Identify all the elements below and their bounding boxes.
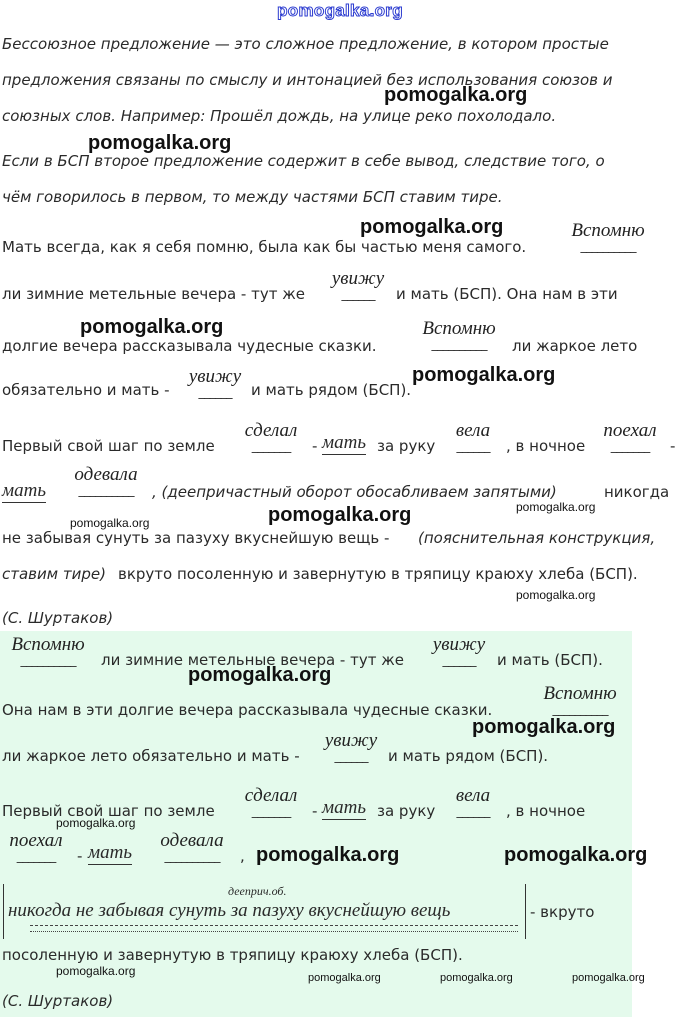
watermark: pomogalka.org [56, 816, 136, 830]
watermark: pomogalka.org [256, 844, 400, 866]
rule-line: союзных слов. Например: Прошёл дождь, на улице реко похолодало. [2, 107, 557, 125]
exercise-line: ли зимние метельные вечера - тут же [2, 285, 305, 303]
handwritten-subject: мать [88, 842, 132, 863]
handwritten-word: Вспомню __________ [571, 220, 645, 254]
rule-line: Если в БСП второе предложение содержит в себе вывод, следствие того, о [2, 152, 605, 170]
watermark: pomogalka.org [516, 588, 596, 602]
watermark: pomogalka.org [188, 664, 332, 686]
dash: - [77, 847, 83, 865]
watermark: pomogalka.org [572, 972, 645, 984]
handwritten-word: вела ______ [455, 785, 491, 819]
exercise-line: и мать рядом (БСП). [251, 381, 412, 399]
exercise-line: никогда [604, 483, 670, 501]
handwritten-word: поехал _______ [9, 830, 63, 864]
exercise-note: (пояснительная конструкция, [418, 529, 656, 547]
watermark: pomogalka.org [440, 972, 513, 984]
handwritten-word: увижу ______ [331, 268, 385, 302]
answer-line: ли зимние метельные вечера - тут же [101, 651, 404, 669]
handwritten-word: сделал _______ [244, 420, 298, 454]
exercise-line: и мать (БСП). Она нам в эти [396, 285, 618, 303]
handwritten-subject: мать [322, 432, 366, 453]
watermark: pomogalka.org [308, 972, 381, 984]
watermark: pomogalka.org [360, 216, 504, 238]
handwritten-word: Вспомню __________ [422, 318, 496, 352]
watermark: pomogalka.org [268, 504, 412, 526]
exercise-line: ли жаркое лето [512, 337, 638, 355]
author: (С. Шуртаков) [2, 609, 114, 627]
participle-phrase-box [3, 884, 526, 939]
watermark: pomogalka.org [70, 516, 150, 530]
handwritten-word: вела ______ [455, 420, 491, 454]
exercise-line: Мать всегда, как я себя помню, была как бы частью меня самого. [2, 238, 527, 256]
watermark: pomogalka.org [384, 84, 528, 106]
exercise-line: долгие вечера рассказывала чудесные сказки. [2, 337, 377, 355]
handwritten-word: Вспомню __________ [11, 634, 85, 668]
answer-line: , в ночное [506, 802, 586, 820]
exercise-line: за руку [377, 437, 436, 455]
participle-label: дееприч.об. [228, 884, 287, 898]
site-logo[interactable]: pomogalka.org [277, 1, 403, 20]
handwritten-subject: мать [322, 797, 366, 818]
rule-line: предложения связаны по смыслу и интонацией без использования союзов и [2, 71, 613, 89]
watermark: pomogalka.org [88, 132, 232, 154]
exercise-note: ставим тире) [2, 565, 106, 583]
exercise-note: , (деепричастный оборот обосабливаем запятыми) [152, 483, 557, 501]
handwritten-word: увижу ______ [188, 366, 242, 400]
participle-phrase: никогда не забывая сунуть за пазуху вкуснейшую вещь [8, 900, 451, 921]
handwritten-word: увижу ______ [432, 634, 486, 668]
dash: - [670, 437, 676, 455]
dash: - [312, 437, 318, 455]
answer-line: за руку [377, 802, 436, 820]
handwritten-subject: мать [2, 480, 46, 501]
answer-line: ли жаркое лето обязательно и мать - [2, 747, 300, 765]
exercise-line: обязательно и мать - [2, 381, 170, 399]
watermark: pomogalka.org [472, 716, 616, 738]
rule-line: Бессоюзное предложение — это сложное предложение, в котором простые [2, 35, 609, 53]
answer-line: Первый свой шаг по земле [2, 802, 215, 820]
watermark: pomogalka.org [516, 500, 596, 514]
dotted-underline [30, 931, 518, 932]
handwritten-word: одевала __________ [74, 464, 138, 498]
answer-line: - вкруто [530, 903, 595, 921]
watermark: pomogalka.org [504, 844, 648, 866]
handwritten-word: Вспомню __________ [543, 683, 617, 717]
handwritten-word: увижу ______ [324, 730, 378, 764]
answer-line: посоленную и завернутую в тряпицу краюху хлеба (БСП). [2, 946, 463, 964]
answer-line: и мать рядом (БСП). [388, 747, 549, 765]
author: (С. Шуртаков) [2, 992, 114, 1010]
exercise-line: , в ночное [506, 437, 586, 455]
exercise-line: не забывая сунуть за пазуху вкуснейшую вещь - [2, 529, 390, 547]
answer-line: и мать (БСП). [497, 651, 603, 669]
dash: - [312, 802, 318, 820]
handwritten-word: одевала __________ [160, 830, 224, 864]
answer-line: Она нам в эти долгие вечера рассказывала чудесные сказки. [2, 701, 493, 719]
rule-line: чём говорилось в первом, то между частями БСП ставим тире. [2, 188, 503, 206]
watermark: pomogalka.org [412, 364, 556, 386]
exercise-line: вкруто посоленную и завернутую в тряпицу краюху хлеба (БСП). [118, 565, 638, 583]
handwritten-word: поехал _______ [603, 420, 657, 454]
exercise-line: Первый свой шаг по земле [2, 437, 215, 455]
dashed-underline [30, 925, 518, 926]
comma: , [240, 847, 245, 865]
handwritten-word: сделал _______ [244, 785, 298, 819]
watermark: pomogalka.org [56, 964, 136, 978]
watermark: pomogalka.org [80, 316, 224, 338]
